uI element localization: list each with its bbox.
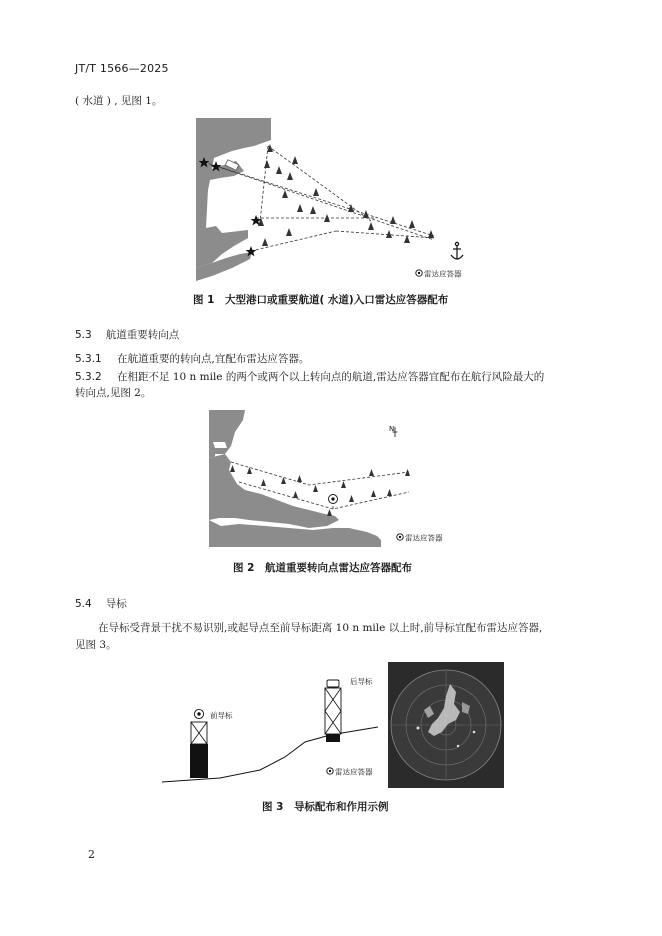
clause-5-3-1 xyxy=(75,351,309,367)
section-title: 导标 xyxy=(105,598,127,610)
figure-1-caption: 图 1 大型港口或重要航道( 水道)入口雷达应答器配布 xyxy=(193,294,449,306)
clause-text: 在航道重要的转向点,宜配布雷达应答器。 xyxy=(117,353,310,365)
clause-5-3-2 xyxy=(75,369,544,385)
clause-number: 5.3.1 xyxy=(75,353,102,365)
section-5-3-heading xyxy=(75,327,179,342)
figure-2-legend: 雷达应答器 xyxy=(405,533,443,543)
figure-3-caption: 图 3 导标配布和作用示例 xyxy=(262,801,389,813)
section-5-4-heading xyxy=(75,596,127,611)
figure-1-diagram xyxy=(196,118,471,281)
rear-beacon-label: 后导标 xyxy=(350,677,373,686)
radar-screen-image xyxy=(388,662,504,788)
section-5-4-paragraph-line1: 在导标受背景干扰不易识别,或起导点至前导标距离 10 n mile 以上时,前导标宜配布雷达应答器, xyxy=(98,622,543,634)
clause-number: 5.3.2 xyxy=(75,371,102,383)
front-beacon-label: 前导标 xyxy=(210,711,233,720)
page-number: 2 xyxy=(88,848,95,861)
figure-2-diagram xyxy=(209,410,455,547)
clause-5-3-2-continued: 转向点,见图 2。 xyxy=(75,387,152,399)
section-number: 5.3 xyxy=(75,329,92,341)
section-title: 航道重要转向点 xyxy=(105,329,180,341)
document-code: JT/T 1566—2025 xyxy=(75,62,169,75)
clause-text: 在相距不足 10 n mile 的两个或两个以上转向点的航道,雷达应答器宜配布在航行风险最大的 xyxy=(117,371,545,383)
figure-2-caption: 图 2 航道重要转向点雷达应答器配布 xyxy=(233,562,412,574)
figure-3-legend: 雷达应答器 xyxy=(335,767,373,777)
figure-3-beacon-diagram xyxy=(160,662,388,786)
north-arrow-label: N xyxy=(389,425,395,433)
section-number: 5.4 xyxy=(75,598,92,610)
figure-1-legend: 雷达应答器 xyxy=(424,269,462,279)
intro-line: ( 水道 ) , 见图 1。 xyxy=(75,95,163,107)
rear-beacon xyxy=(325,680,341,742)
section-5-4-paragraph-line2: 见图 3。 xyxy=(75,639,117,651)
